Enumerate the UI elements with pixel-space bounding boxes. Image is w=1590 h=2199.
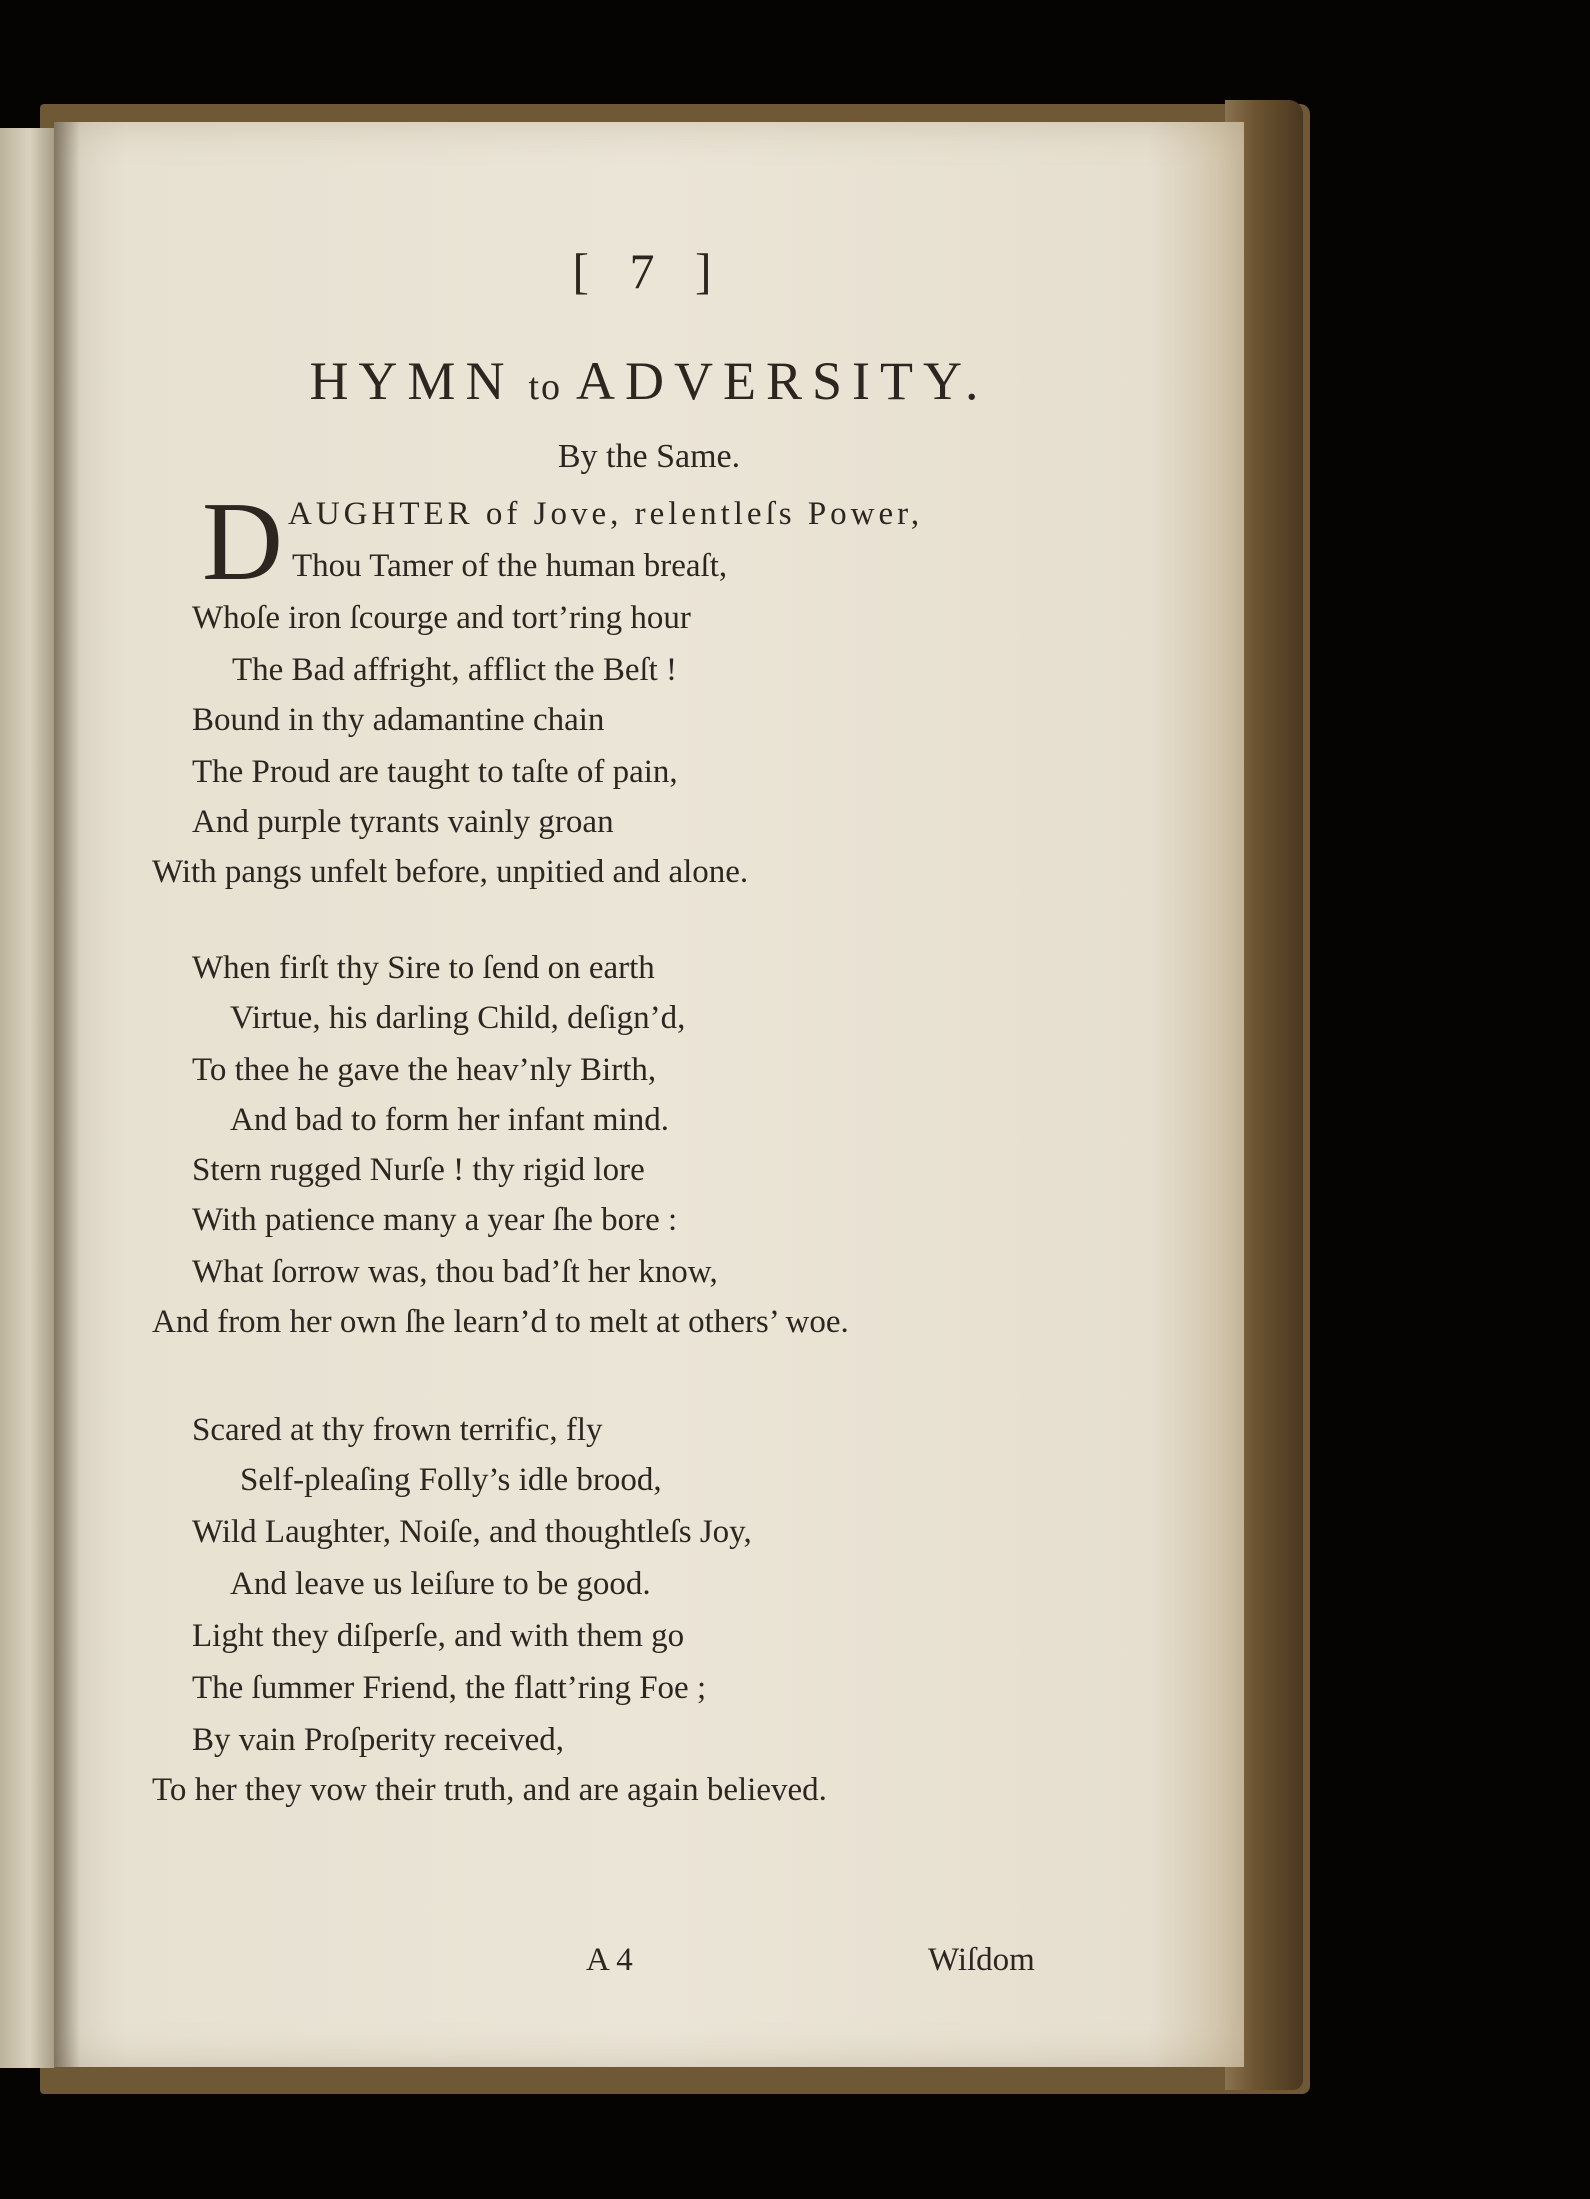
title-to: to [528,366,563,408]
stanza-1-line-2: Thou Tamer of the human breaſt, [292,548,728,584]
book-page [54,122,1244,2067]
stanza-3-line-7: By vain Proſperity received, [192,1722,565,1758]
stanza-2-line-7: What ſorrow was, thou bad’ſt her know, [192,1254,718,1290]
stanza-1-line-8: With pangs unfelt before, unpitied and alone. [152,854,749,890]
stanza-3-line-5: Light they diſperſe, and with them go [192,1618,685,1654]
stanza-3-line-6: The ſummer Friend, the flatt’ring Foe ; [192,1670,707,1706]
title-hymn: HYMN [309,351,515,411]
stanza-2-line-1: When firſt thy Sire to ſend on earth [192,950,655,986]
stanza-2-line-5: Stern rugged Nurſe ! thy rigid lore [192,1152,645,1188]
signature-mark: A 4 [586,1942,633,1978]
stanza-3-line-8: To her they vow their truth, and are again believed. [152,1772,827,1808]
drop-cap: D [202,480,283,604]
poem-title [54,350,1244,412]
stanza-2-line-8: And from her own ſhe learn’d to melt at others’ woe. [152,1304,849,1340]
stanza-3-line-2: Self-pleaſing Folly’s idle brood, [240,1462,662,1498]
stanza-1-line-7: And purple tyrants vainly groan [192,804,614,840]
facing-page-edge [0,128,56,2068]
stanza-3-line-3: Wild Laughter, Noiſe, and thoughtleſs Joy, [192,1514,752,1550]
title-adversity: ADVERSITY. [576,351,989,411]
stanza-1-line-5: Bound in thy adamantine chain [192,702,605,738]
stanza-1-line-6: The Proud are taught to taſte of pain, [192,754,678,790]
stanza-2-line-6: With patience many a year ſhe bore : [192,1202,678,1238]
stanza-3-line-4: And leave us leiſure to be good. [230,1566,651,1602]
stanza-2-line-2: Virtue, his darling Child, deſign’d, [230,1000,686,1036]
catchword: Wiſdom [928,1942,1035,1978]
stanza-1-line-1: AUGHTER of Jove, relentleſs Power, [288,496,924,532]
gutter-shadow [54,122,80,2067]
byline: By the Same. [557,438,741,475]
stanza-2-line-3: To thee he gave the heav’nly Birth, [192,1052,657,1088]
stanza-1-line-3: Whoſe iron ſcourge and tort’ring hour [192,600,691,636]
stanza-2-line-4: And bad to form her infant mind. [230,1102,669,1138]
stanza-3-line-1: Scared at thy frown terrific, fly [192,1412,603,1448]
stanza-1-line-4: The Bad affright, afflict the Beſt ! [232,652,678,688]
page-number: [ 7 ] [572,243,726,299]
